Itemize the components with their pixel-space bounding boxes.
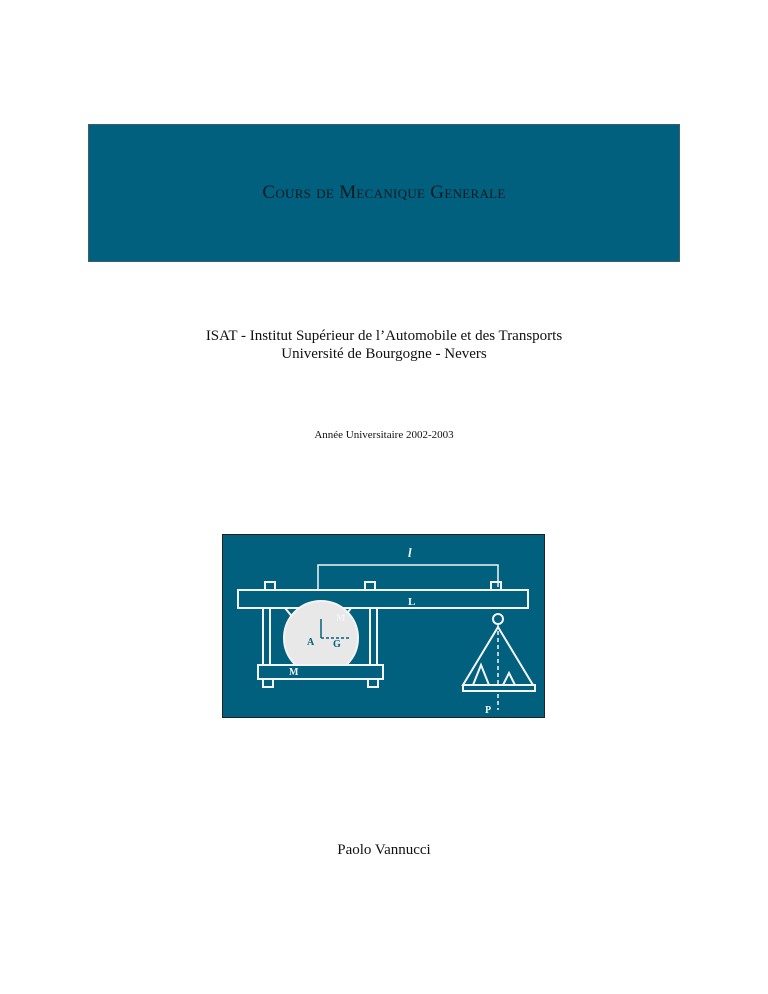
author-name: Paolo Vannucci [337,842,431,858]
balance-illustration [222,534,545,718]
label-l: l [408,545,412,560]
title-band [88,124,680,262]
academic-year: Année Universitaire 2002-2003 [314,429,454,441]
label-M-bottom: M [289,667,299,678]
label-G: G [333,639,341,650]
institution-block [0,327,768,363]
bolt-right [491,582,501,590]
weight-2 [503,673,515,685]
bolt-mid [365,582,375,590]
label-P: P [485,705,492,716]
weight-1 [473,665,489,685]
balance-drawing [223,535,544,717]
label-M-top: M [336,613,346,624]
bolt-left [265,582,275,590]
foot-right [368,679,378,687]
base [258,665,383,679]
hook [493,614,503,624]
label-A: A [307,637,315,648]
institution-line-2: Université de Bourgogne - Nevers [281,346,487,362]
institution-line-1: ISAT - Institut Supérieur de l’Automobile et des Transports [205,328,563,344]
pan [463,685,535,691]
document-title: Cours de Mecanique Generale [262,182,506,203]
beam [238,590,528,608]
label-L: L [408,596,416,608]
foot-left [263,679,273,687]
